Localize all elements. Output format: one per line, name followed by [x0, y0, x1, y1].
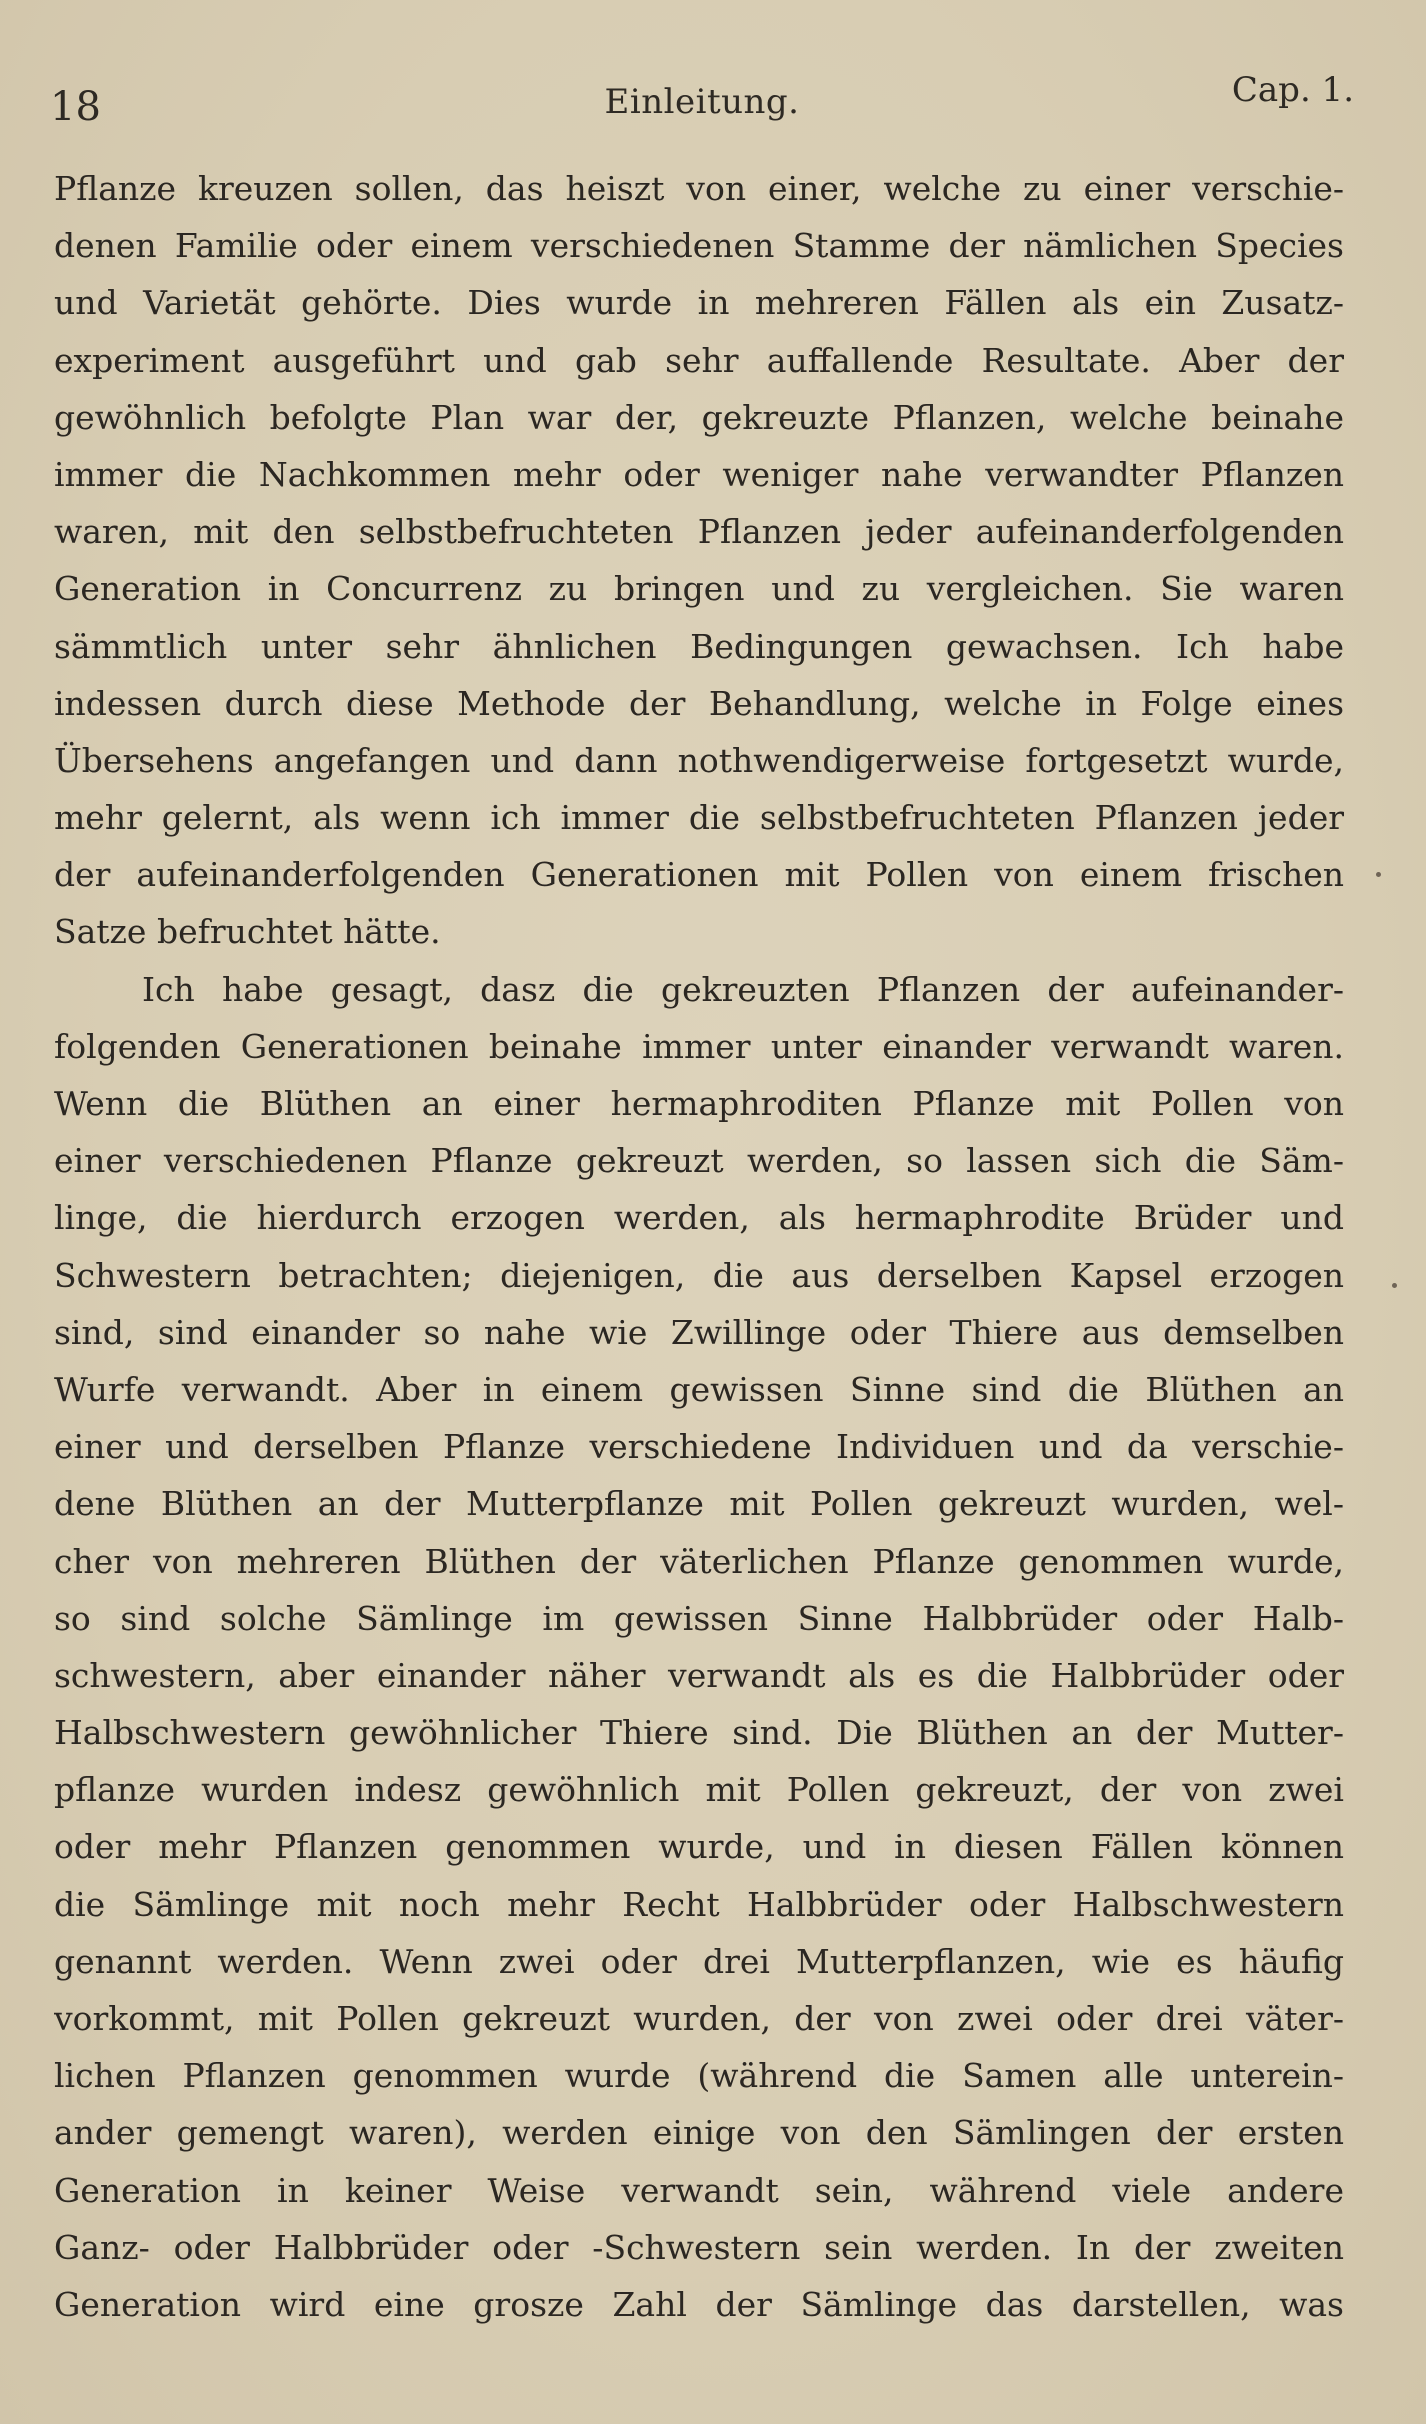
text-line: Halbschwestern gewöhnlicher Thiere sind. Die Blüthen an der Mutter- — [54, 1713, 1344, 1753]
text-line: folgenden Generationen beinahe immer unter einander verwandt waren. — [54, 1026, 1344, 1066]
text-line: indessen durch diese Methode der Behandlung, welche in Folge eines — [54, 683, 1344, 723]
text-line: mehr gelernt, als wenn ich immer die selbstbefruchteten Pflanzen jeder — [54, 798, 1344, 838]
text-line: so sind solche Sämlinge im gewissen Sinne Halbbrüder oder Halb- — [54, 1598, 1344, 1638]
text-line: Übersehens angefangen und dann nothwendigerweise fortgesetzt wurde, — [54, 740, 1344, 780]
text-line: der aufeinanderfolgenden Generationen mit Pollen von einem frischen — [54, 855, 1344, 895]
text-line: Wenn die Blüthen an einer hermaphroditen Pflanze mit Pollen von — [54, 1084, 1344, 1123]
paragraph-1 — [54, 160, 1344, 961]
text-line: die Sämlinge mit noch mehr Recht Halbbrüder oder Halbschwestern — [54, 1884, 1344, 1924]
text-line: Satze befruchtet hätte. — [54, 912, 441, 952]
text-line: Generation wird eine grosze Zahl der Sämlinge das darstellen, was — [54, 2284, 1344, 2324]
text-line: oder mehr Pflanzen genommen wurde, und in diesen Fällen können — [54, 1827, 1344, 1867]
margin-speck — [1392, 1283, 1397, 1288]
text-line: denen Familie oder einem verschiedenen Stamme der nämlichen Species — [54, 226, 1344, 266]
text-line: Ganz- oder Halbbrüder oder -Schwestern sein werden. In der zweiten — [54, 2227, 1344, 2267]
text-line: cher von mehreren Blüthen der väterlichen Pflanze genommen wurde, — [54, 1541, 1344, 1581]
running-title: Einleitung. — [604, 82, 800, 122]
text-line: pflanze wurden indesz gewöhnlich mit Pollen gekreuzt, der von zwei — [54, 1770, 1344, 1810]
text-line: dene Blüthen an der Mutterpflanze mit Pollen gekreuzt wurden, wel- — [54, 1484, 1344, 1524]
text-line: schwestern, aber einander näher verwandt als es die Halbbrüder oder — [54, 1655, 1344, 1695]
text-line: lichen Pflanzen genommen wurde (während die Samen alle unterein- — [54, 2056, 1344, 2096]
margin-speck — [1376, 872, 1381, 877]
text-line: Generation in keiner Weise verwandt sein, während viele andere — [54, 2170, 1344, 2210]
text-line: einer verschiedenen Pflanze gekreuzt werden, so lassen sich die Säm- — [54, 1141, 1344, 1181]
text-line: Ich habe gesagt, dasz die gekreuzten Pflanzen der aufeinander- — [142, 969, 1344, 1009]
text-line: ander gemengt waren), werden einige von den Sämlingen der ersten — [54, 2113, 1344, 2153]
text-line: vorkommt, mit Pollen gekreuzt wurden, der von zwei oder drei väter- — [54, 1999, 1344, 2038]
paragraph-2 — [54, 961, 1344, 2334]
text-line: gewöhnlich befolgte Plan war der, gekreuzte Pflanzen, welche beinahe — [54, 397, 1344, 437]
text-line: und Varietät gehörte. Dies wurde in mehreren Fällen als ein Zusatz- — [54, 283, 1344, 323]
text-line: waren, mit den selbstbefruchteten Pflanzen jeder aufeinanderfolgenden — [54, 512, 1344, 552]
body-text — [54, 160, 1344, 2333]
text-line: einer und derselben Pflanze verschiedene Individuen und da verschie- — [54, 1427, 1344, 1467]
text-line: experiment ausgeführt und gab sehr auffallende Resultate. Aber der — [54, 340, 1344, 380]
text-line: Wurfe verwandt. Aber in einem gewissen Sinne sind die Blüthen an — [54, 1369, 1344, 1409]
page-header — [50, 62, 1354, 132]
text-line: linge, die hierdurch erzogen werden, als hermaphrodite Brüder und — [54, 1198, 1344, 1238]
text-line: genannt werden. Wenn zwei oder drei Mutterpflanzen, wie es häufig — [54, 1941, 1344, 1981]
text-line: immer die Nachkommen mehr oder weniger nahe verwandter Pflanzen — [54, 454, 1344, 494]
text-line: sind, sind einander so nahe wie Zwillinge oder Thiere aus demselben — [54, 1312, 1344, 1352]
text-line: Pflanze kreuzen sollen, das heiszt von einer, welche zu einer verschie- — [54, 169, 1344, 208]
chapter-label: Cap. 1. — [1231, 70, 1354, 110]
page-number: 18 — [50, 84, 101, 130]
text-line: sämmtlich unter sehr ähnlichen Bedingungen gewachsen. Ich habe — [54, 626, 1344, 666]
text-line: Schwestern betrachten; diejenigen, die aus derselben Kapsel erzogen — [54, 1255, 1344, 1295]
text-line: Generation in Concurrenz zu bringen und zu vergleichen. Sie waren — [54, 569, 1344, 609]
